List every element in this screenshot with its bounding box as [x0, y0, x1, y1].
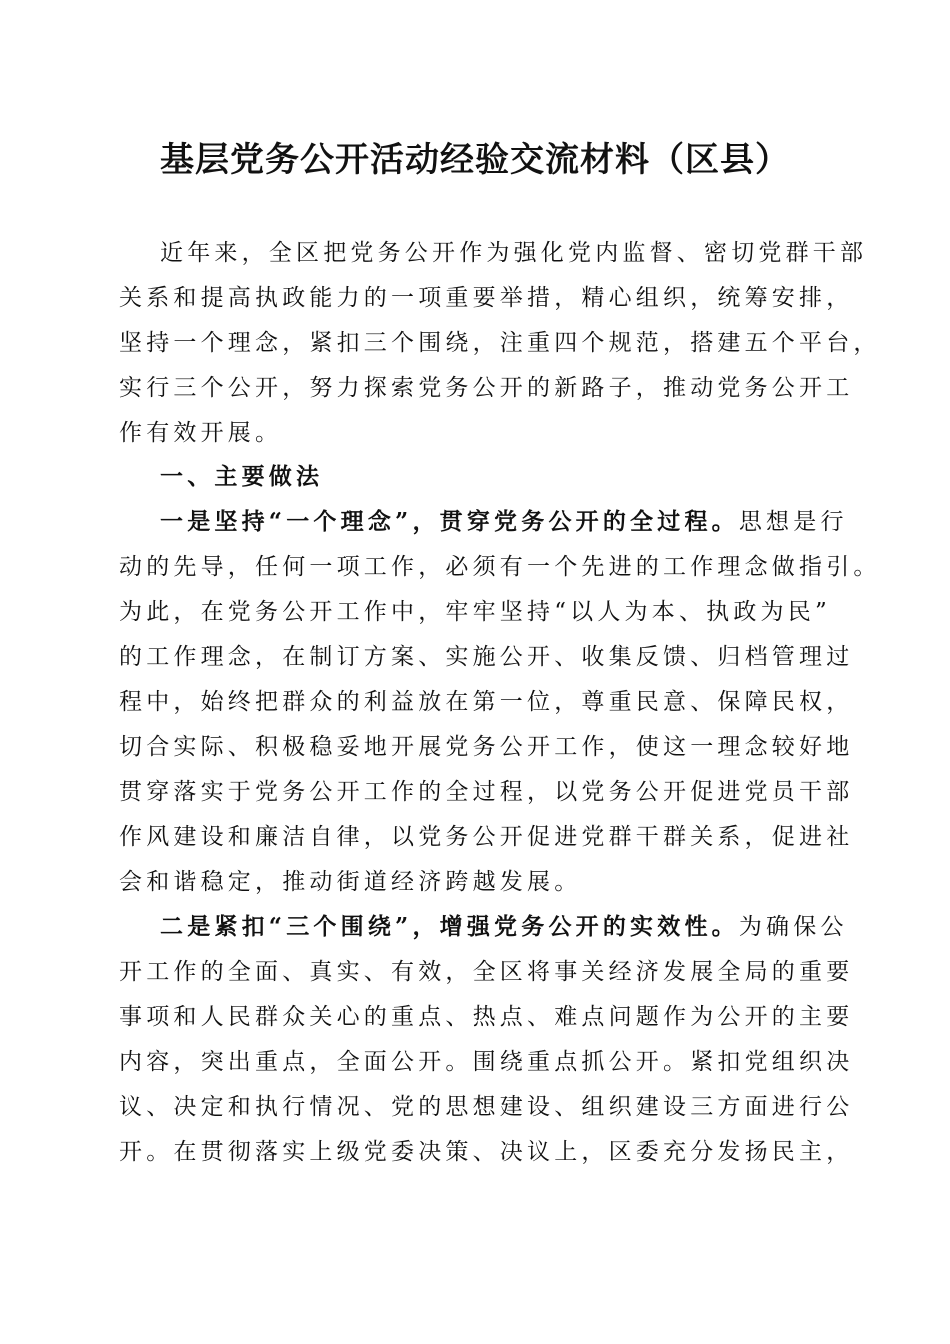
point-heading: 二是紧扣“三个围绕”，增强党务公开的实效性。: [160, 913, 739, 940]
paragraph-line: 切合实际、积极稳妥地开展党务公开工作，使这一理念较好地: [119, 734, 854, 760]
paragraph-line: 实行三个公开，努力探索党务公开的新路子，推动党务公开工: [119, 375, 854, 401]
paragraph-line: 事项和人民群众关心的重点、热点、难点问题作为公开的主要: [119, 1004, 854, 1030]
point-heading: 一是坚持“一个理念”，贯穿党务公开的全过程。: [160, 508, 739, 535]
paragraph-line: 贯穿落实于党务公开工作的全过程，以党务公开促进党员干部: [119, 779, 854, 805]
section-heading: 一、主要做法: [160, 463, 324, 490]
document-title: 基层党务公开活动经验交流材料（区县）: [160, 140, 790, 180]
paragraph-line: 作风建设和廉洁自律，以党务公开促进党群干群关系，促进社: [119, 824, 854, 850]
paragraph-line: 动的先导，任何一项工作，必须有一个先进的工作理念做指引。: [119, 554, 881, 580]
paragraph-line: [160, 909, 848, 945]
paragraph-line: 近年来，全区把党务公开作为强化党内监督、密切党群干部: [160, 240, 868, 266]
paragraph-line: 为此，在党务公开工作中，牢牢坚持“以人为本、执政为民”: [119, 599, 831, 625]
paragraph-line: 作有效开展。: [119, 420, 283, 446]
paragraph-line: [160, 504, 848, 540]
paragraph-line: 关系和提高执政能力的一项重要举措，精心组织，统筹安排，: [119, 285, 854, 311]
paragraph-line: 程中，始终把群众的利益放在第一位，尊重民意、保障民权，: [119, 689, 854, 715]
paragraph-line: 会和谐稳定，推动街道经济跨越发展。: [119, 869, 582, 895]
paragraph-line: 开工作的全面、真实、有效，全区将事关经济发展全局的重要: [119, 959, 854, 985]
paragraph-line: 的工作理念，在制订方案、实施公开、收集反馈、归档管理过: [119, 644, 854, 670]
paragraph-text: 为确保公: [738, 914, 848, 940]
paragraph-line: 坚持一个理念，紧扣三个围绕，注重四个规范，搭建五个平台，: [119, 330, 881, 356]
paragraph-text: 思想是行: [738, 509, 848, 535]
paragraph-line: 议、决定和执行情况、党的思想建设、组织建设三方面进行公: [119, 1094, 854, 1120]
paragraph-line: 内容，突出重点，全面公开。围绕重点抓公开。紧扣党组织决: [119, 1049, 854, 1075]
paragraph-line: 开。在贯彻落实上级党委决策、决议上，区委充分发扬民主，: [119, 1139, 854, 1165]
